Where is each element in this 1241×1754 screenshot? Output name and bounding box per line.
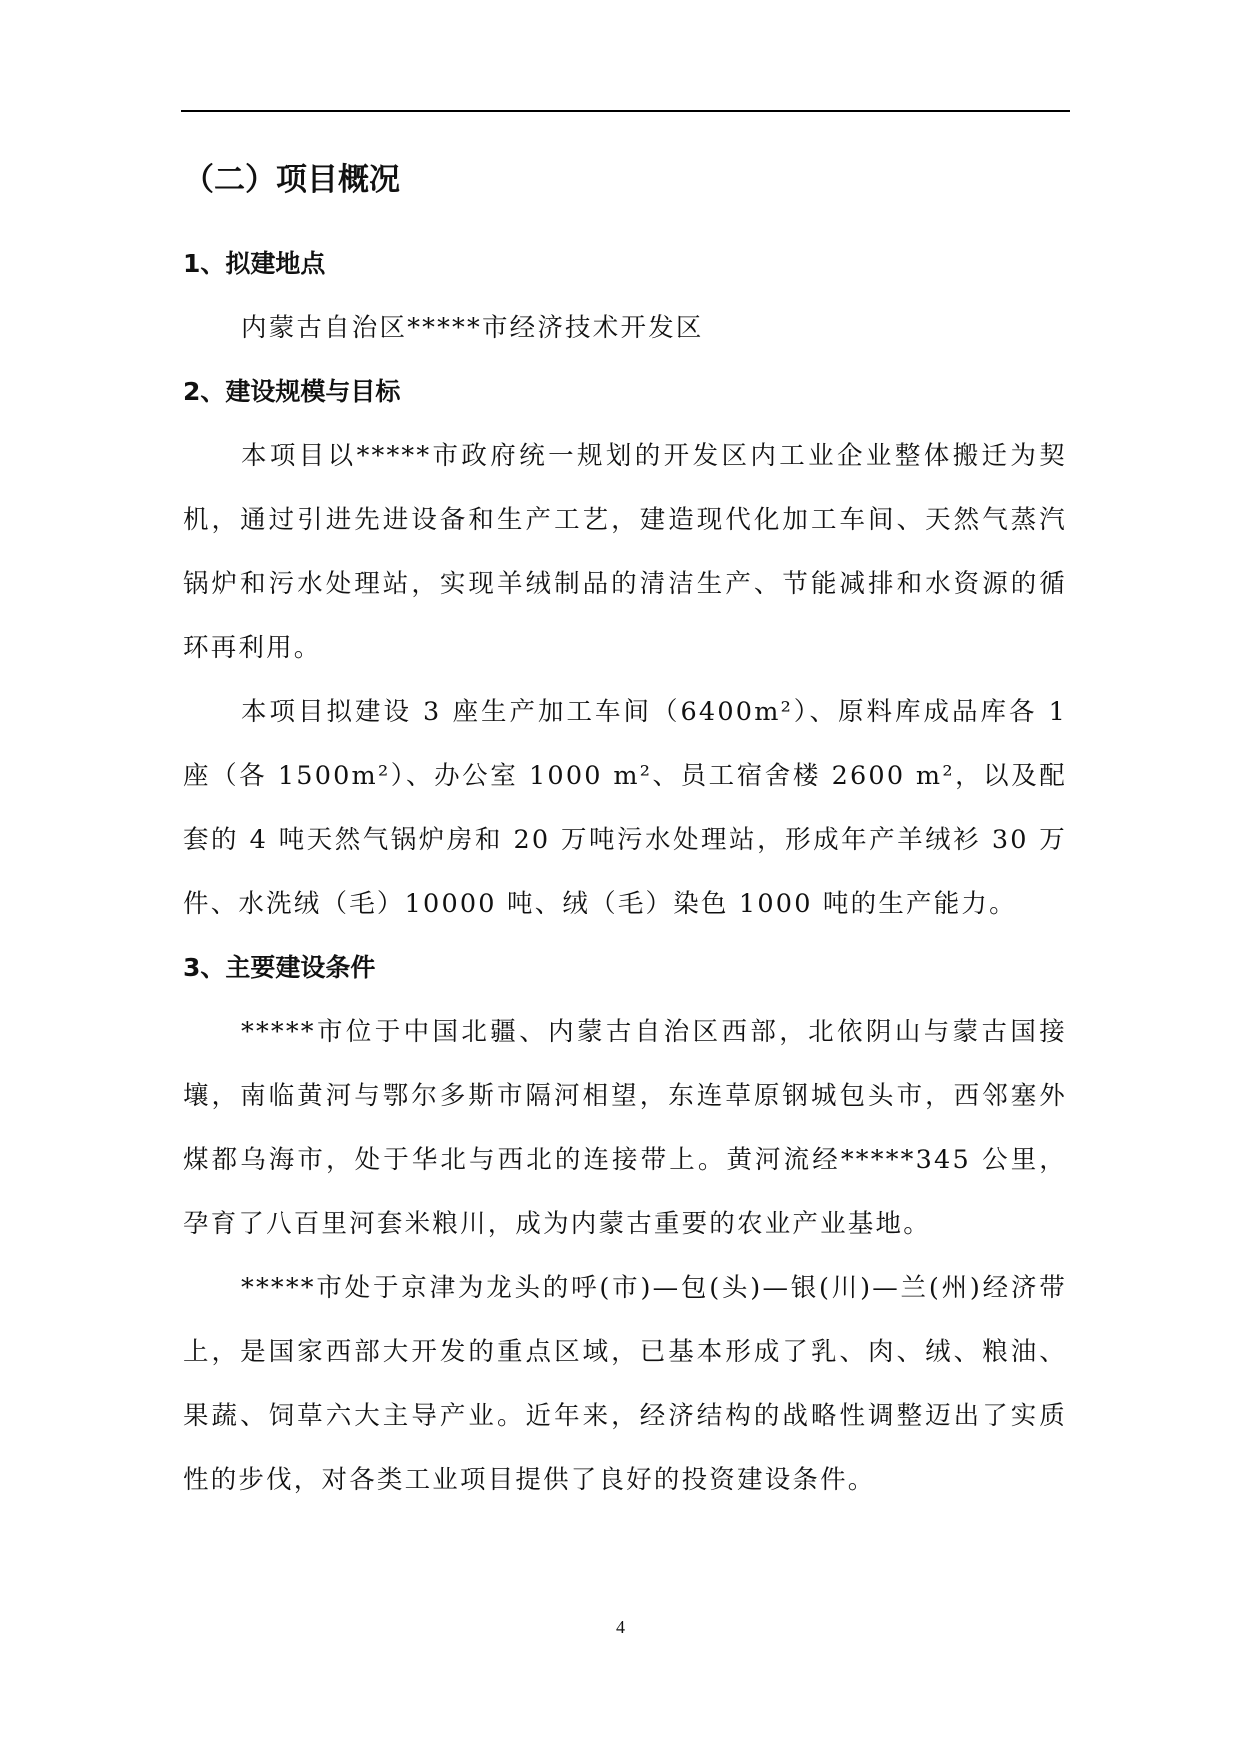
item-scale-goals (183, 360, 1067, 936)
paragraph: 本项目拟建设 3 座生产加工车间（6400m²）、原料库成品库各 1 座（各 1500m²）、办公室 1000 m²、员工宿舍楼 2600 m²，以及配套的 4 吨天然气锅炉房和 20 万吨污水处理站，形成年产羊绒衫 30 万件、水洗绒（毛）10000 吨、绒（毛）染色 1000 吨的生产能力。 (183, 697, 1067, 919)
document-body (183, 150, 1067, 1512)
paragraph: 内蒙古自治区*****市经济技术开发区 (241, 313, 704, 343)
page-number: 4 (616, 1617, 625, 1637)
paragraph: *****市处于京津为龙头的呼(市)—包(头)—银(川)—兰(州)经济带上，是国家西部大开发的重点区域，已基本形成了乳、肉、绒、粮油、果蔬、饲草六大主导产业。近年来，经济结构的战略性调整迈出了实质性的步伐，对各类工业项目提供了良好的投资建设条件。 (183, 1273, 1067, 1495)
paragraph: *****市位于中国北疆、内蒙古自治区西部，北依阴山与蒙古国接壤，南临黄河与鄂尔多斯市隔河相望，东连草原钢城包头市，西邻塞外煤都乌海市，处于华北与西北的连接带上。黄河流经*****345 公里，孕育了八百里河套米粮川，成为内蒙古重要的农业产业基地。 (183, 1017, 1067, 1239)
paragraph: 本项目以*****市政府统一规划的开发区内工业企业整体搬迁为契机，通过引进先进设备和生产工艺，建造现代化加工车间、天然气蒸汽锅炉和污水处理站，实现羊绒制品的清洁生产、节能减排和水资源的循环再利用。 (183, 441, 1067, 663)
heading-location: 1、拟建地点 (183, 249, 326, 278)
section-title: （二）项目概况 (183, 162, 400, 198)
header-rule (181, 110, 1070, 112)
item-conditions (183, 936, 1067, 1512)
heading-scale-goals: 2、建设规模与目标 (183, 377, 401, 406)
heading-conditions: 3、主要建设条件 (183, 953, 376, 982)
item-location (183, 232, 1067, 360)
